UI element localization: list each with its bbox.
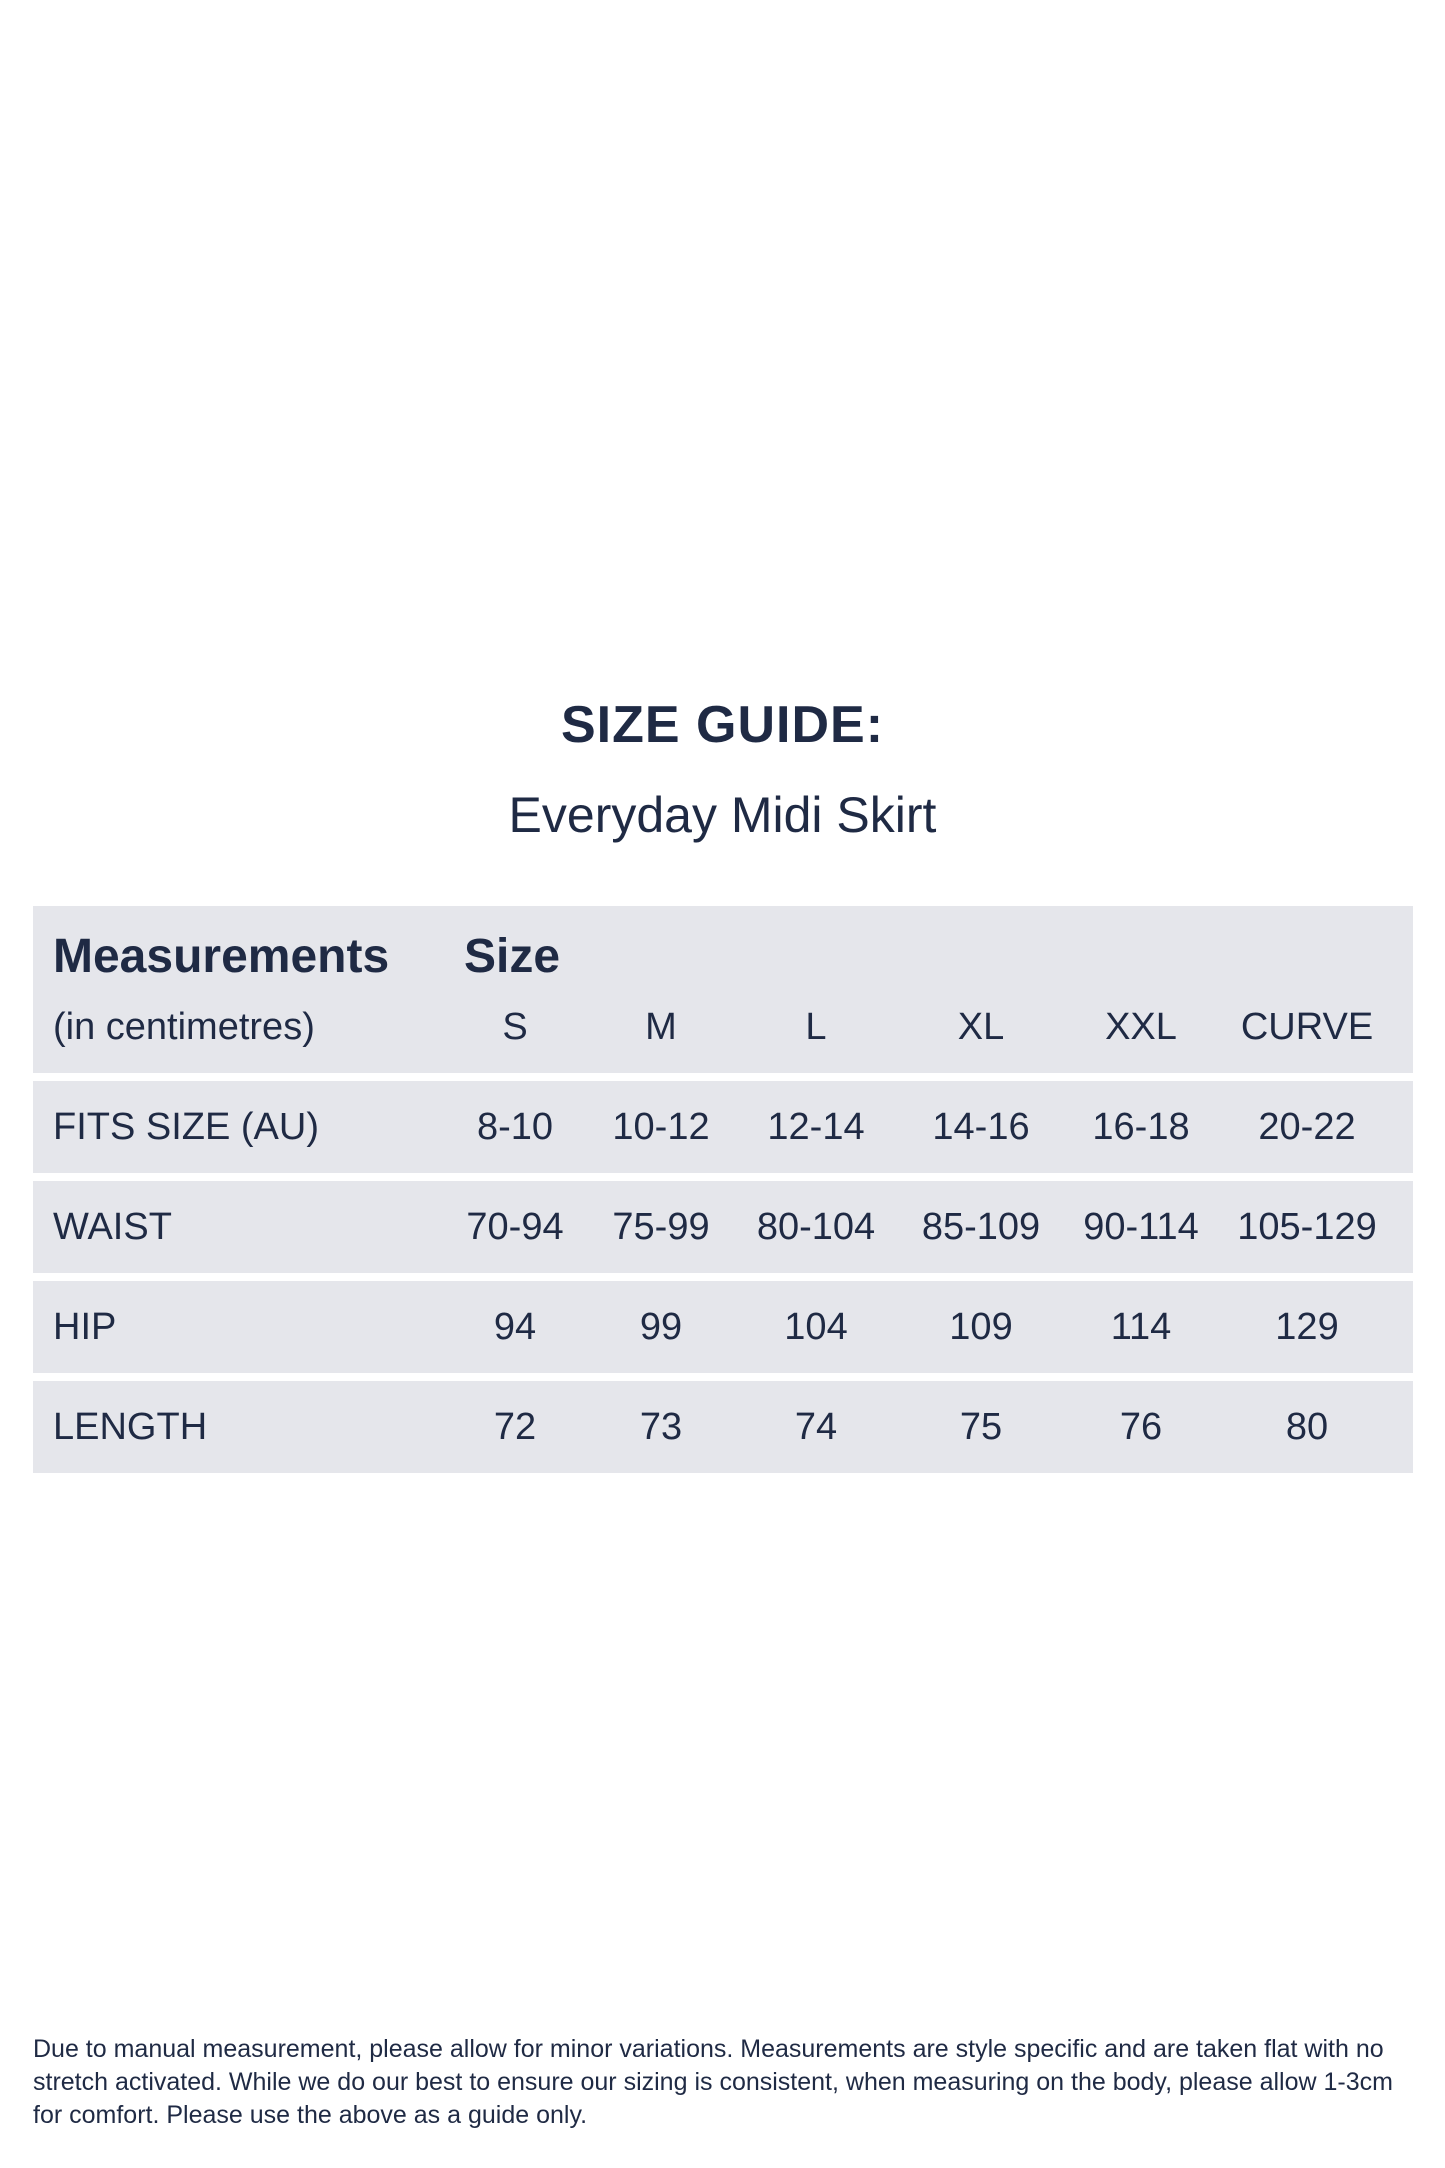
table-cell: 85-109 (921, 1206, 1041, 1248)
table-cell: 72 (493, 1406, 537, 1448)
table-row (33, 1181, 1413, 1273)
table-cell: 73 (639, 1406, 683, 1448)
table-row (33, 1081, 1413, 1173)
table-cell: 90-114 (1083, 1206, 1199, 1248)
disclaimer-note: Due to manual measurement, please allow for minor variations. Measurements are style specific and are taken flat with no stretch activated. While we do our best to ensure our sizing is consistent, when measuring on the body, please allow 1-3cm for comfort. Please use the above as a guide only. (33, 2035, 1393, 2129)
table-cell: 80 (1285, 1406, 1329, 1448)
table-cell: 105-129 (1237, 1206, 1377, 1248)
table-cell: 20-22 (1258, 1106, 1356, 1148)
size-heading: Size (464, 930, 561, 983)
table-cell: 114 (1110, 1306, 1172, 1348)
product-name: Everyday Midi Skirt (508, 787, 937, 843)
table-cell: 14-16 (932, 1106, 1030, 1148)
row-label-length: LENGTH (53, 1406, 208, 1448)
size-column-header: M (645, 1006, 677, 1048)
size-column-header: XL (957, 1006, 1005, 1048)
size-column-header: CURVE (1240, 1006, 1374, 1048)
table-cell: 70-94 (466, 1206, 564, 1248)
table-cell: 75-99 (612, 1206, 710, 1248)
row-label-hip: HIP (53, 1306, 117, 1348)
table-cell: 76 (1119, 1406, 1163, 1448)
table-cell: 12-14 (767, 1106, 865, 1148)
table-cell: 16-18 (1092, 1106, 1190, 1148)
size-table (33, 906, 1413, 1481)
table-cell: 94 (493, 1306, 537, 1348)
table-row (33, 1281, 1413, 1373)
measurements-heading: Measurements (53, 930, 390, 983)
table-cell: 109 (949, 1306, 1013, 1348)
unit-label: (in centimetres) (53, 1006, 315, 1048)
table-cell: 75 (959, 1406, 1003, 1448)
table-cell: 99 (639, 1306, 683, 1348)
size-column-header: S (502, 1006, 528, 1048)
table-cell: 10-12 (612, 1106, 710, 1148)
table-cell: 129 (1275, 1306, 1339, 1348)
page-title: SIZE GUIDE: (560, 696, 885, 754)
row-label-fits-size: FITS SIZE (AU) (53, 1106, 319, 1148)
size-column-header: XXL (1105, 1006, 1177, 1048)
size-column-header: L (805, 1006, 827, 1048)
table-cell: 80-104 (756, 1206, 876, 1248)
table-cell: 104 (784, 1306, 848, 1348)
table-row (33, 1381, 1413, 1473)
row-label-waist: WAIST (53, 1206, 172, 1248)
table-cell: 74 (794, 1406, 838, 1448)
table-cell: 8-10 (476, 1106, 554, 1148)
table-header (33, 906, 1413, 1073)
